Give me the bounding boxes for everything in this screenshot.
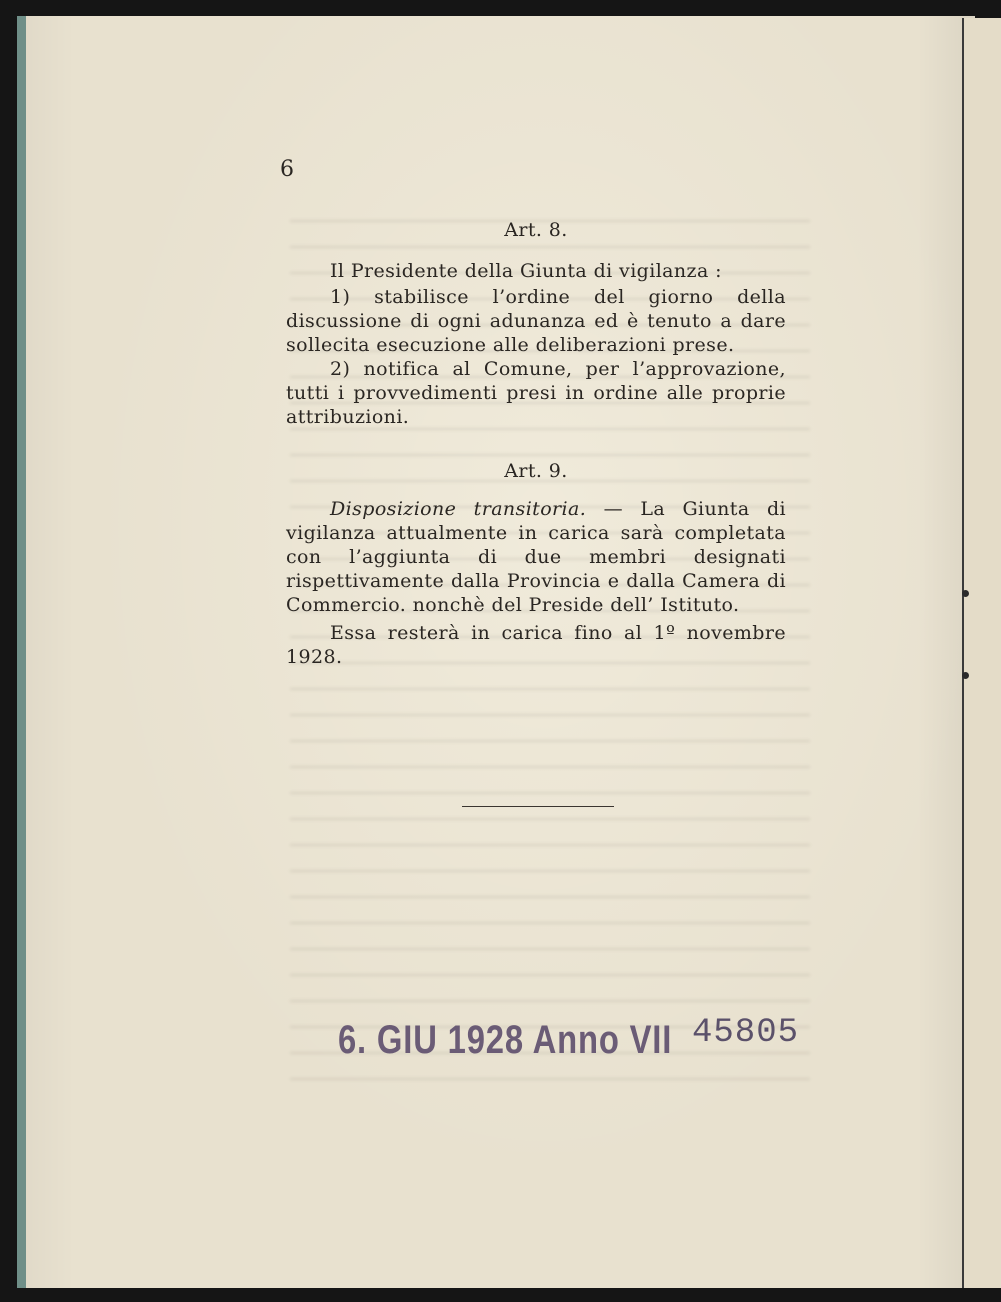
article-9-lead: Disposizione transitoria.: [330, 498, 587, 520]
article-8-intro: Il Presidente della Giunta di vigilanza :: [330, 260, 722, 282]
registry-number-stamp: 45805: [692, 1014, 800, 1052]
article-9-closing: Essa resterà in carica fino al 1º novembre 1928.: [286, 622, 786, 668]
page-number: 6: [280, 157, 295, 182]
article-9-body: [286, 497, 786, 617]
article-9-text: — La Giunta di vigilanza attualmente in carica sarà completata con l’aggiunta di due membri designati rispettivamente dalla Provincia e dalla Camera di Commercio. nonchè del Preside dell’ Istituto.: [286, 498, 786, 616]
section-divider: [462, 806, 614, 807]
adjacent-page-edge: [962, 18, 1001, 1288]
article-8-item-2: 2) notifica al Comune, per l’approvazione, tutti i provvedimenti presi in ordine alle proprie attribuzioni.: [286, 358, 786, 428]
article-8-item-1: 1) stabilisce l’ordine del giorno della discussione di ogni adunanza ed è tenuto a dare sollecita esecuzione alle deliberazioni prese.: [286, 286, 786, 356]
article-9-heading: Art. 9.: [504, 460, 568, 482]
article-8-heading: Art. 8.: [504, 219, 568, 241]
binding-mark: [962, 590, 969, 597]
date-stamp: 6. GIU 1928 Anno VII: [338, 1018, 673, 1062]
binding-mark: [962, 672, 969, 679]
page-spine: [17, 16, 26, 1288]
